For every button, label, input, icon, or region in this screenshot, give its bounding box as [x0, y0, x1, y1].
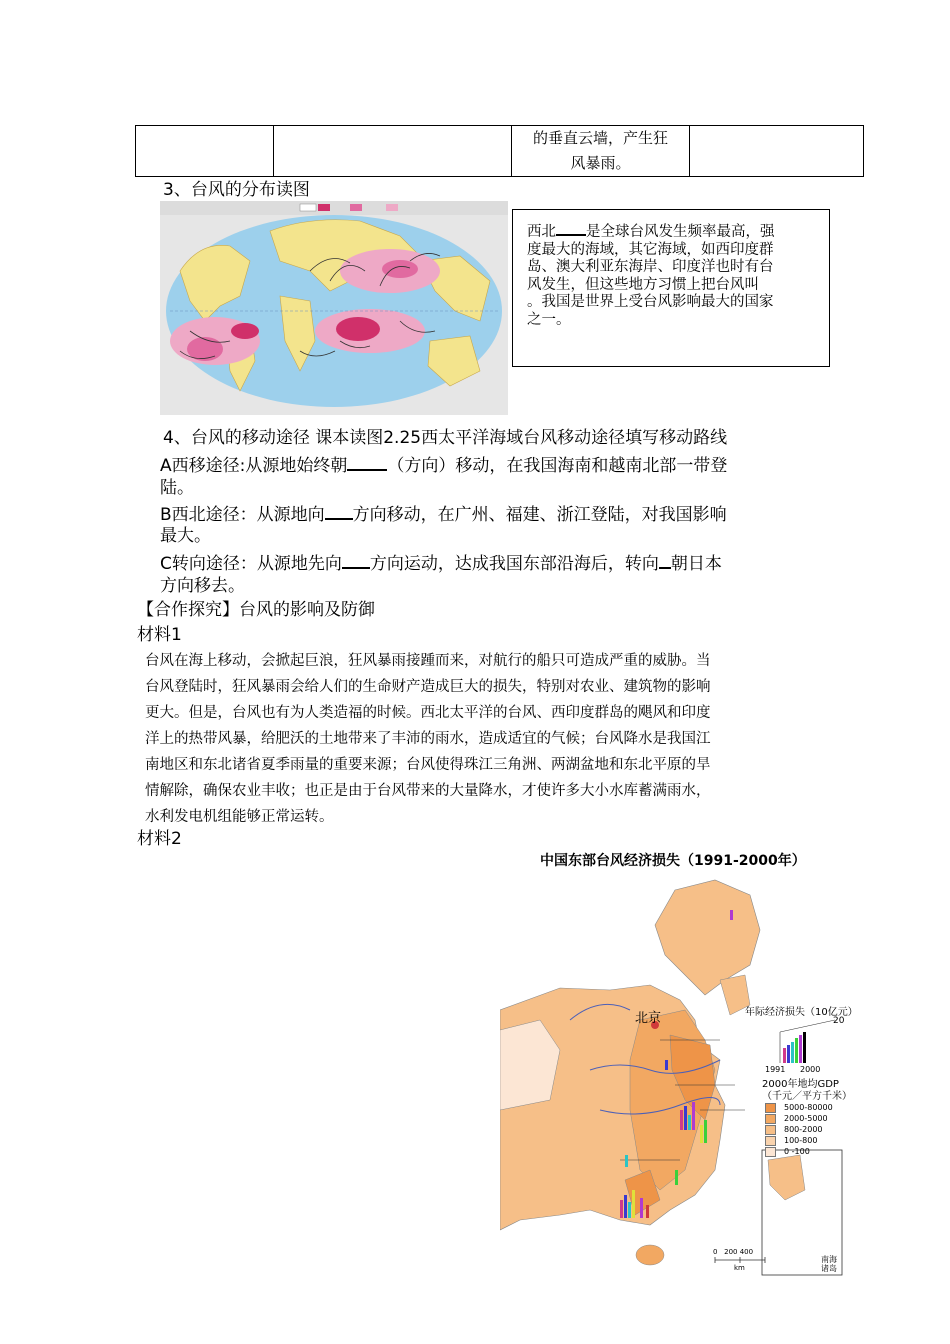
gdp-legend-swatch — [765, 1125, 776, 1135]
scale-bar-unit: km — [734, 1264, 745, 1272]
world-typhoon-map — [160, 201, 508, 415]
gdp-legend-item — [765, 1135, 833, 1146]
paragraph-line: 更大。但是，台风也有为人类造福的时候。西北太平洋的台风、西印度群岛的飓风和印度 — [145, 705, 711, 721]
section-3-heading: 3、台风的分布读图 — [163, 180, 310, 200]
blank-field[interactable] — [325, 500, 353, 520]
blank-field[interactable] — [342, 549, 370, 569]
loss-legend-max: 20 — [833, 1016, 845, 1026]
blank-field[interactable] — [347, 451, 387, 471]
dist-line3: 岛、澳大利亚东海岸、印度洋也时有台 — [527, 259, 774, 275]
loss-legend-start-year: 1991 — [765, 1065, 786, 1074]
paragraph-line: 情解除，确保农业丰收；也正是由于台风带来的大量降水，才使许多大小水库蓄满雨水， — [145, 783, 711, 799]
gdp-legend-swatch — [765, 1147, 776, 1157]
gdp-legend-swatch — [765, 1114, 776, 1124]
blank-field[interactable] — [556, 216, 586, 236]
route-c-text-2: 方向运动，达成我国东部沿海后，转向 — [369, 554, 659, 574]
route-c-text-3: 朝日本 — [670, 554, 722, 574]
material-2-label: 材料2 — [137, 829, 182, 849]
south-sea-inset-label: 南海诸岛 — [821, 1255, 837, 1273]
paragraph-line: 南地区和东北诸省夏季雨量的重要来源；台风使得珠江三角洲、两湖盆地和东北平原的旱 — [145, 757, 711, 773]
route-a-text: A西移途径:从源地始终朝 — [160, 456, 348, 476]
section-4-heading: 4、台风的移动途径 课本读图2.25西太平洋海域台风移动途径填写移动路线 — [163, 428, 728, 448]
dist-line2: 度最大的海域，其它海域，如西印度群 — [527, 241, 774, 258]
material-1-label: 材料1 — [137, 625, 182, 645]
route-b-line — [160, 500, 727, 527]
route-a-cont: 陆。 — [160, 478, 194, 498]
scale-bar-label: 0 200 400 — [713, 1248, 754, 1256]
gdp-legend-item — [765, 1113, 833, 1124]
table-cell-text-2: 风暴雨。 — [570, 154, 631, 172]
gdp-legend-title: 2000年地均GDP — [762, 1079, 839, 1090]
china-typhoon-loss-map — [500, 870, 858, 1280]
route-b-text: B西北途径：从源地向 — [160, 505, 325, 525]
gdp-legend-item — [765, 1102, 833, 1113]
paragraph-line: 水利发电机组能够正常运转。 — [145, 809, 334, 825]
gdp-legend-swatch — [765, 1103, 776, 1113]
route-c-text: C转向途径：从源地先向 — [160, 554, 342, 574]
table-cell — [512, 126, 690, 177]
gdp-legend-swatch — [765, 1136, 776, 1146]
gdp-legend-label: 0 -100 — [784, 1147, 810, 1156]
dist-line1-a: 西北 — [527, 224, 556, 240]
dist-line4: 风发生，但这些地方习惯上把台风叫 — [527, 276, 759, 293]
coop-heading: 【合作探究】台风的影响及防御 — [137, 600, 375, 620]
top-table — [135, 125, 864, 177]
table-cell-text-1: 的垂直云墙，产生狂 — [532, 129, 668, 147]
paragraph-line: 洋上的热带风暴，给肥沃的土地带来了丰沛的雨水，造成适宜的气候；台风降水是我国江 — [145, 731, 711, 747]
china-map-title: 中国东部台风经济损失（1991-2000年） — [540, 853, 806, 869]
beijing-label: 北京 — [635, 1011, 662, 1026]
gdp-legend-label: 100-800 — [784, 1136, 818, 1145]
gdp-legend-item — [765, 1124, 833, 1135]
gdp-legend-label: 800-2000 — [784, 1125, 823, 1134]
route-a-text-2: （方向）移动，在我国海南和越南北部一带登 — [387, 456, 728, 476]
loss-legend-end-year: 2000 — [800, 1065, 821, 1074]
table-cell — [274, 126, 512, 177]
world-map-graphic — [160, 201, 508, 415]
dist-line1-b: 是全球台风发生频率最高，强 — [586, 224, 775, 240]
loss-legend-title: 年际经济损失（10亿元） — [745, 1007, 858, 1018]
route-b-cont: 最大。 — [160, 526, 211, 546]
route-c-cont: 方向移去。 — [160, 576, 245, 596]
gdp-legend-label: 2000-5000 — [784, 1114, 828, 1123]
route-a-line — [160, 451, 727, 478]
gdp-legend-label: 5000-80000 — [784, 1103, 833, 1112]
gdp-legend-item — [765, 1146, 833, 1157]
table-cell — [136, 126, 274, 177]
paragraph-line: 台风登陆时，狂风暴雨会给人们的生命财产造成巨大的损失，特别对农业、建筑物的影响 — [145, 679, 711, 695]
table-cell — [690, 126, 864, 177]
gdp-legend-subtitle: （千元／平方千米） — [762, 1091, 852, 1102]
material-1-paragraph — [145, 648, 711, 830]
gdp-legend — [765, 1102, 833, 1157]
dist-line6: 之一。 — [527, 311, 571, 328]
dist-line5: 。我国是世界上受台风影响最大的国家 — [527, 294, 774, 310]
distribution-text-box — [512, 209, 830, 367]
route-c-line — [160, 549, 722, 576]
blank-field[interactable] — [659, 549, 671, 569]
route-b-text-2: 方向移动，在广州、福建、浙江登陆，对我国影响 — [352, 505, 727, 525]
paragraph-line: 台风在海上移动，会掀起巨浪，狂风暴雨接踵而来，对航行的船只可造成严重的威胁。当 — [145, 653, 711, 669]
